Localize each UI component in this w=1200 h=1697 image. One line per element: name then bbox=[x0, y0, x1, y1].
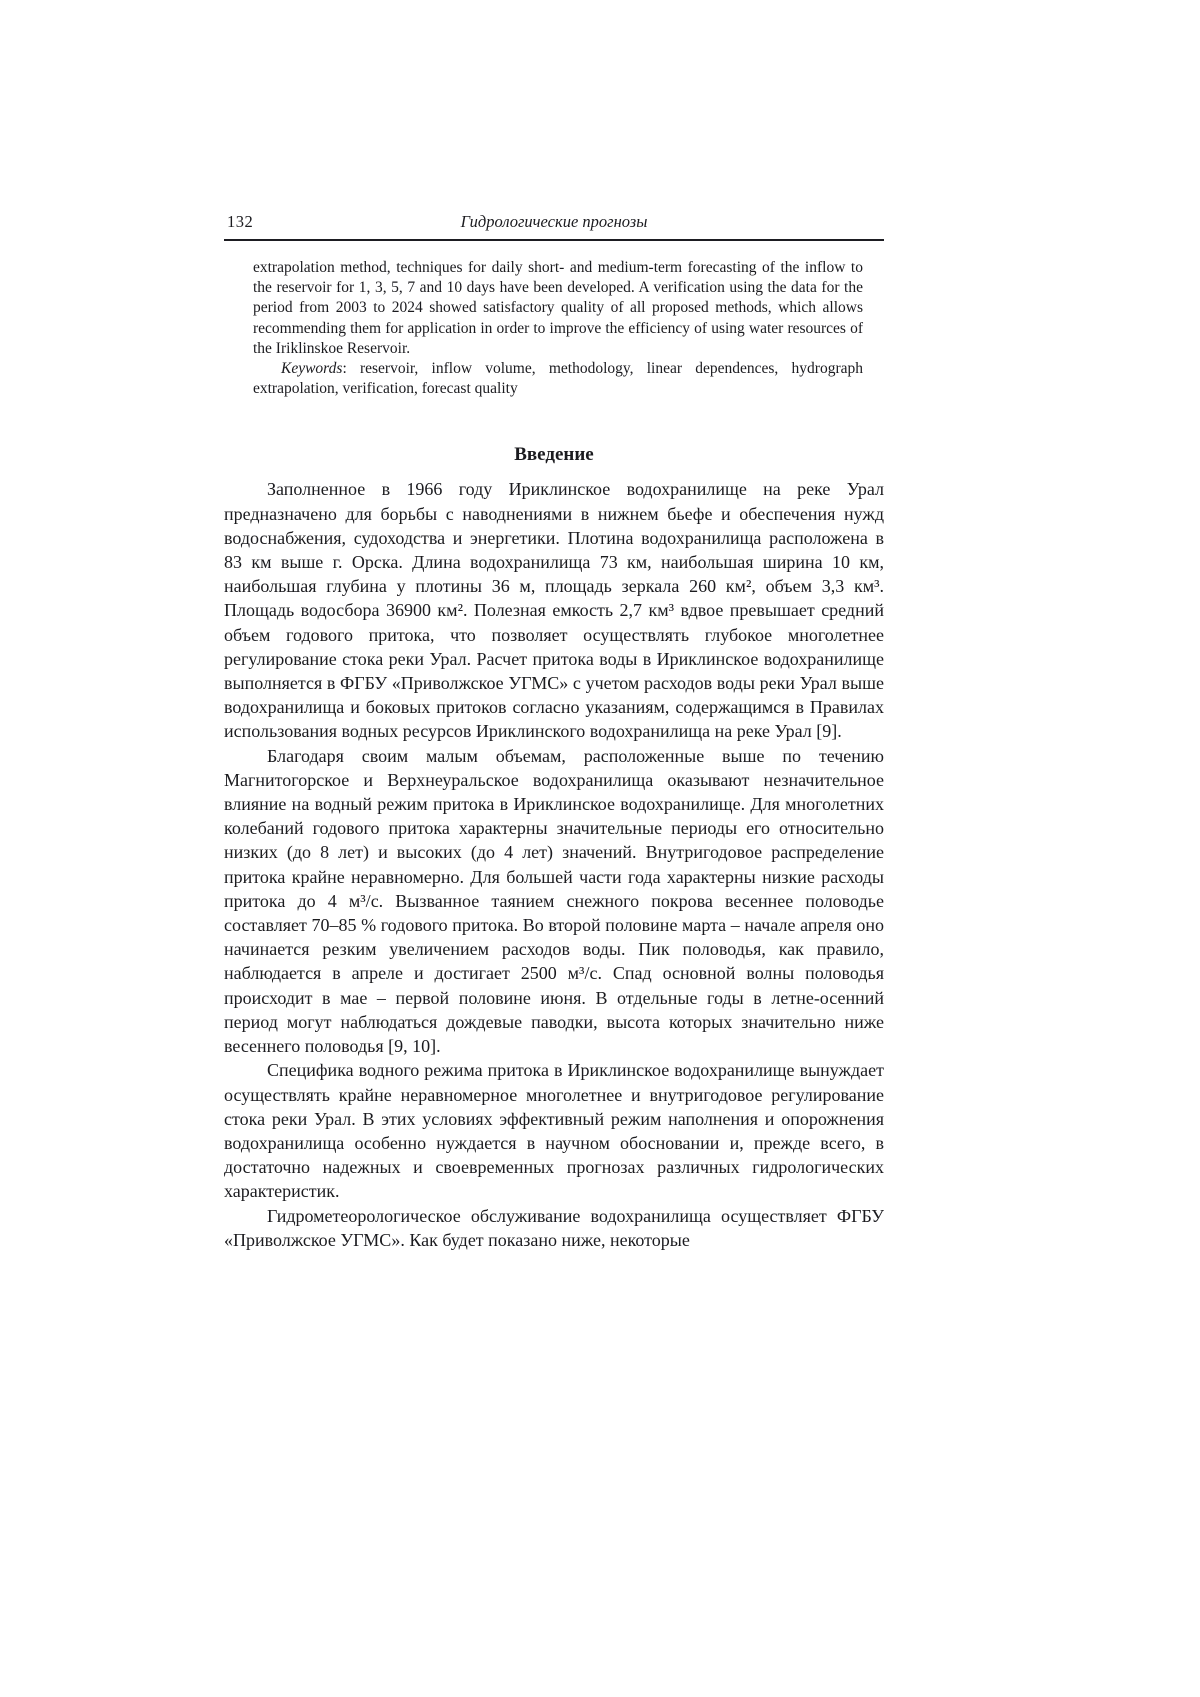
abstract-text: extrapolation method, techniques for daily short- and medium-term forecasting of the inflow to the reservoir for 1, 3, 5, 7 and 10 days have been developed. A verification using the data for the period from 2003 to 2024 showed satisfactory quality of all proposed methods, which allows recommending them for application in order to improve the efficiency of using water resources of the Iriklinskoe Reservoir. bbox=[253, 259, 863, 357]
keywords-text: : reservoir, inflow volume, methodology, linear dependences, hydrograph extrapolation, verification, forecast quality bbox=[253, 360, 863, 398]
section-heading: Введение bbox=[514, 444, 594, 466]
intro-paragraph-1: Заполненное в 1966 году Ириклинское водохранилище на реке Урал предназначено для борьбы с наводнениями в нижнем бьефе и обеспечения нужд водоснабжения, судоходства и энергетики. Плотина водохранилища расположена в 83 км выше г. Орска. Длина водохранилища 73 км, наибольшая ширина 10 км, наибольшая глубина у плотины 36 м, площадь зеркала 260 км², объем 3,3 км³. Площадь водосбора 36900 км². Полезная емкость 2,7 км³ вдвое превышает средний объем годового притока, что позволяет осуществлять глубокое многолетнее регулирование стока реки Урал. Расчет притока воды в Ириклинское водохранилище выполняется в ФГБУ «Приволжское УГМС» с учетом расходов воды реки Урал выше водохранилища и боковых притоков согласно указаниям, содержащимся в Правилах использования водных ресурсов Ириклинского водохранилища на реке Урал [9]. bbox=[224, 479, 884, 742]
intro-paragraph-3: Специфика водного режима притока в Ириклинское водохранилище вынуждает осуществлять крайне неравномерное многолетнее и внутригодовое регулирование стока реки Урал. В этих условиях эффективный режим наполнения и опорожнения водохранилища особенно нуждается в научном обосновании и, прежде всего, в достаточно надежных и своевременных прогнозах различных гидрологических характеристик. bbox=[224, 1060, 884, 1202]
abstract-block bbox=[253, 258, 863, 399]
page-content bbox=[224, 212, 884, 1252]
intro-paragraph-4: Гидрометеорологическое обслуживание водохранилища осуществляет ФГБУ «Приволжское УГМС». Как будет показано ниже, некоторые bbox=[224, 1205, 884, 1250]
page-header bbox=[224, 212, 884, 241]
keywords-line bbox=[253, 359, 863, 399]
page-number: 132 bbox=[227, 212, 254, 231]
running-title: Гидрологические прогнозы bbox=[460, 212, 648, 231]
intro-paragraph-2: Благодаря своим малым объемам, расположенные выше по течению Магнитогорское и Верхнеуральское водохранилища оказывают незначительное влияние на водный режим притока в Ириклинское водохранилище. Для многолетних колебаний годового притока характерны значительные периоды его относительно низких (до 8 лет) и высоких (до 4 лет) значений. Внутригодовое распределение притока крайне неравномерно. Для большей части года характерны низкие расходы притока до 4 м³/с. Вызванное таянием снежного покрова весеннее половодье составляет 70–85 % годового притока. Во второй половине марта – начале апреля оно начинается резким увеличением расходов воды. Пик половодья, как правило, наблюдается в апреле и достигает 2500 м³/с. Спад основной волны половодья происходит в мае – первой половине июня. В отдельные годы в летне-осенний период могут наблюдаться дождевые паводки, высота которых значительно ниже весеннего половодья [9, 10]. bbox=[224, 745, 884, 1057]
keywords-label: Keywords bbox=[281, 360, 343, 378]
